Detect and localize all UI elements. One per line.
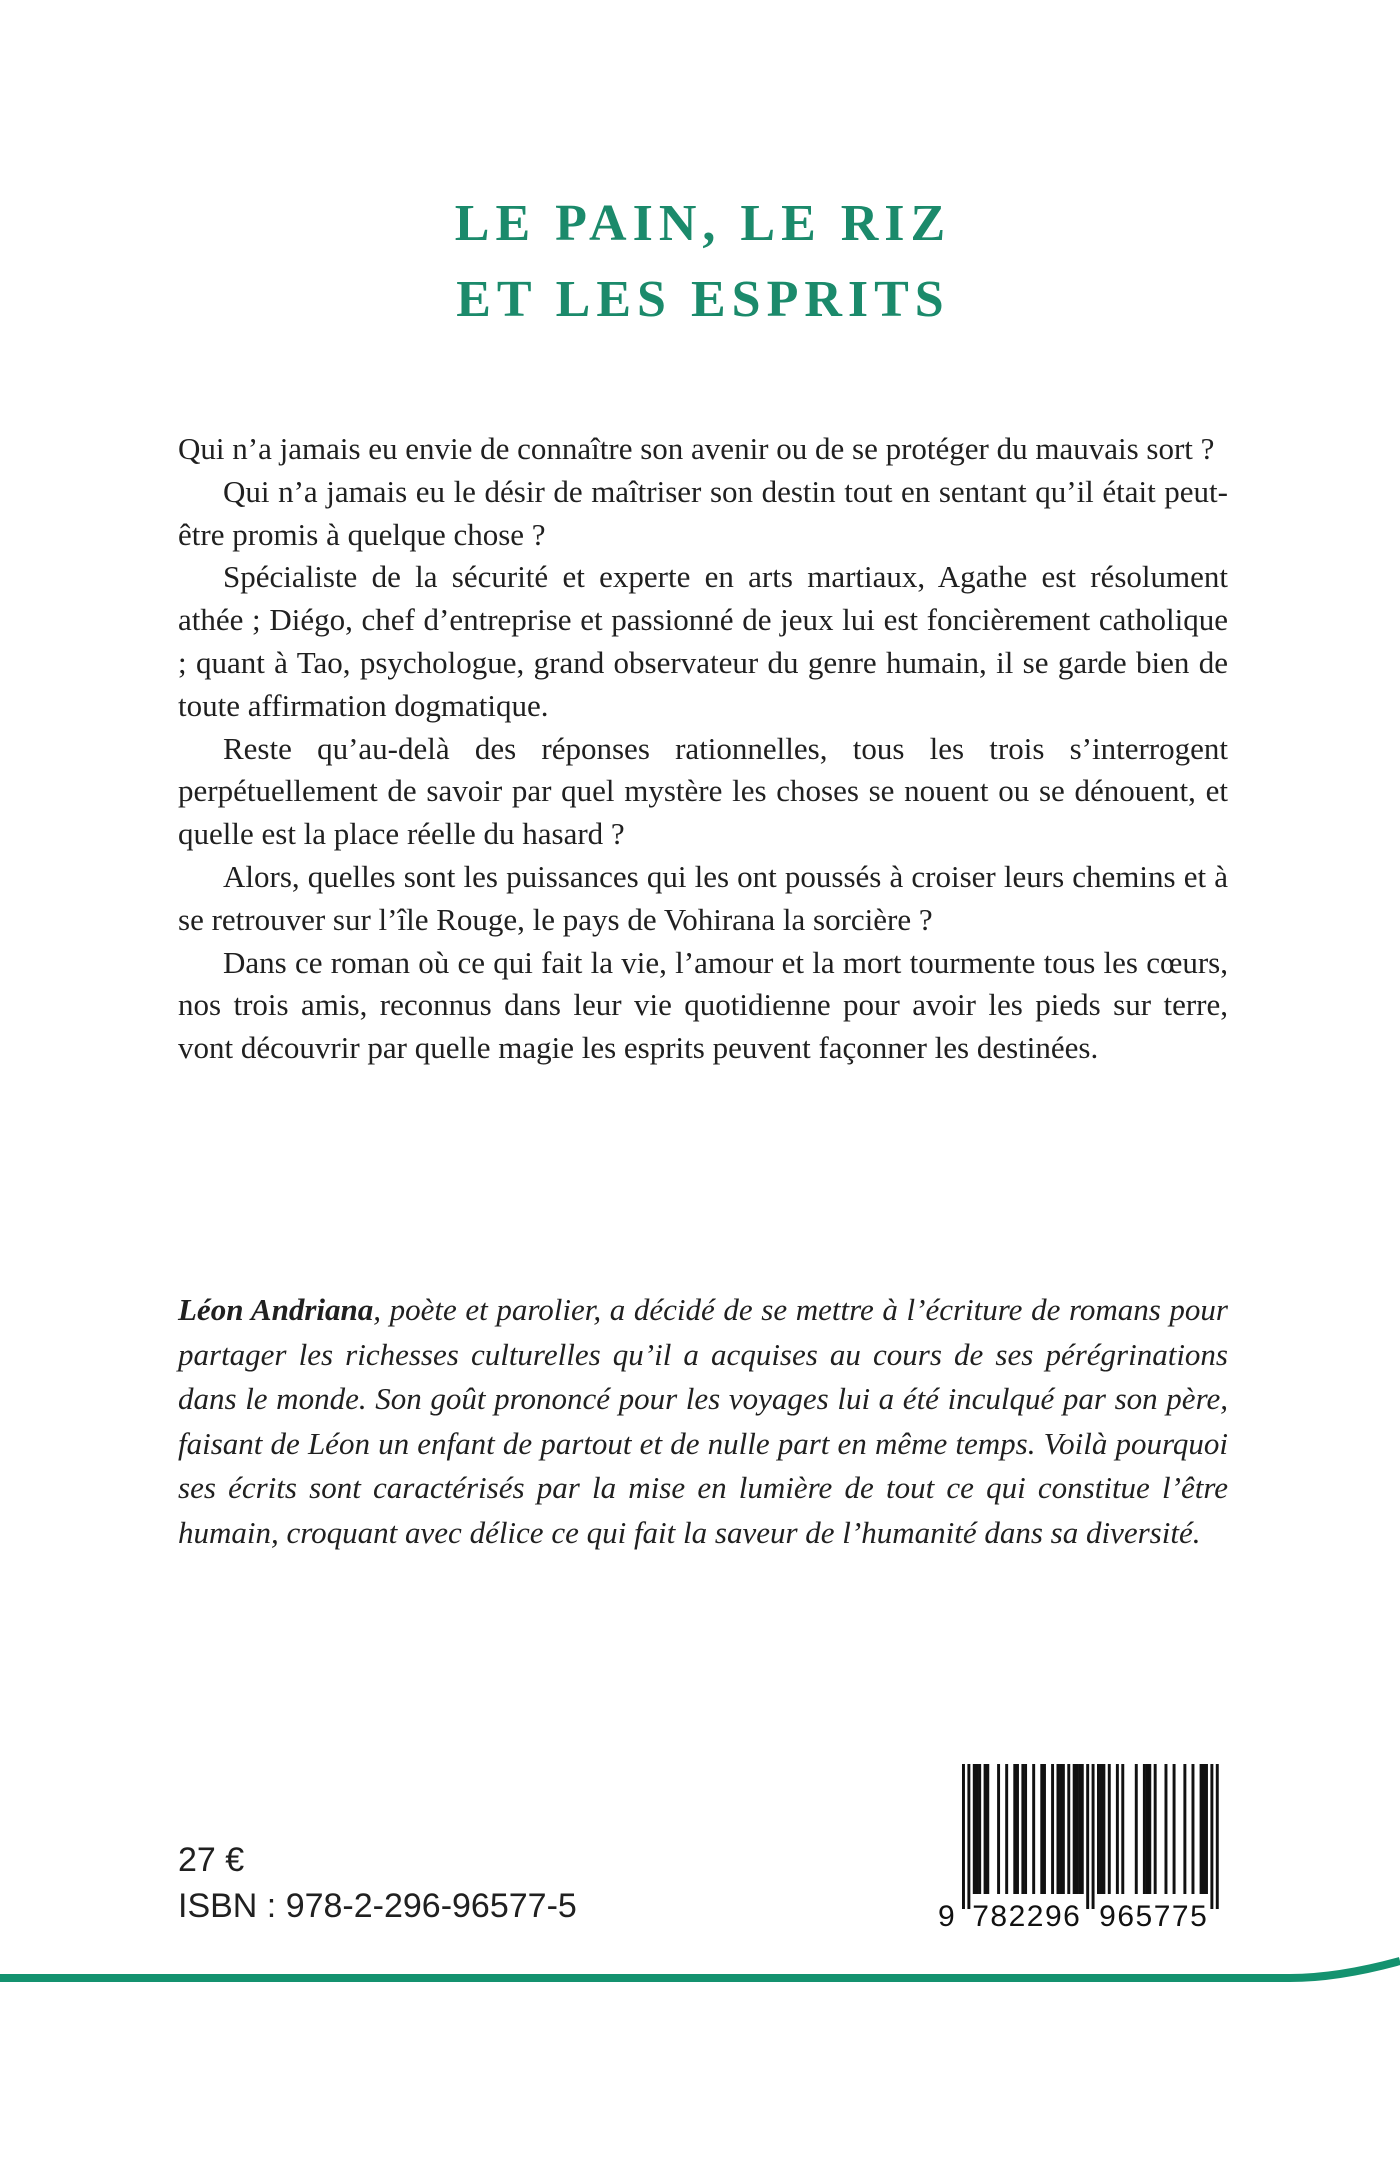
- barcode-bar: [1108, 1764, 1111, 1894]
- synopsis-paragraph-4: Reste qu’au-delà des réponses rationnelles, tous les trois s’interrogent perpétuellement de savoir par quel mystère les choses se nouent ou se dénouent, et quelle est la place réelle du hasard ?: [178, 730, 1228, 852]
- barcode-bar: [1143, 1764, 1146, 1894]
- author-bio-text: , poète et parolier, a décidé de se mettre à l’écriture de romans pour partager les richesses culturelles qu’il a acquises au cours de ses pérégrinations dans le monde. Son goût prononcé pour les voyages lui a été inculqué par son père, faisant de Léon un enfant de partout et de nulle part en même temps. Voilà pourquoi ses écrits sont caractérisés par la mise en lumière de tout ce qui constitue l’être humain, croquant avec délice ce qui fait la saveur de l’humanité dans sa diversité.: [178, 1292, 1228, 1550]
- barcode-bar: [1116, 1764, 1119, 1894]
- barcode-digits-group1: 782296: [972, 1900, 1082, 1930]
- barcode-bar: [1121, 1764, 1124, 1894]
- swoosh-line: [0, 1961, 1400, 1978]
- book-title-line1: LE PAIN, LE RIZ: [454, 195, 952, 252]
- barcode-bar: [1040, 1764, 1043, 1894]
- synopsis-paragraph-3: Spécialiste de la sécurité et experte en arts martiaux, Agathe est résolument athée ; Diégo, chef d’entreprise et passionné de jeux lui est foncièrement catholique ; quant à Tao, psychologue, grand observateur du genre humain, il se garde bien de toute affirmation dogmatique.: [178, 559, 1228, 723]
- barcode-bar: [1086, 1764, 1089, 1909]
- barcode-bar: [1154, 1764, 1157, 1894]
- barcode-bar: [1057, 1764, 1060, 1894]
- barcode-bar: [1192, 1764, 1195, 1894]
- barcode-bar: [1202, 1764, 1205, 1894]
- barcode-bar: [1092, 1764, 1095, 1909]
- barcode-bar: [1073, 1764, 1076, 1894]
- barcode-bar: [1051, 1764, 1054, 1894]
- barcode-bar: [1016, 1764, 1019, 1894]
- barcode-bar: [1097, 1764, 1100, 1894]
- synopsis-paragraph-1: Qui n’a jamais eu envie de connaître son avenir ou de se protéger du mauvais sort ?: [178, 431, 1215, 466]
- synopsis-paragraph-2: Qui n’a jamais eu le désir de maîtriser son destin tout en sentant qu’il était peut-être promis à quelque chose ?: [178, 473, 1228, 552]
- barcode-bar: [1005, 1764, 1008, 1894]
- barcode-bars: [936, 1764, 1236, 1930]
- synopsis-paragraph-6: Dans ce roman où ce qui fait la vie, l’amour et la mort tourmente tous les cœurs, nos trois amis, reconnus dans leur vie quotidienne pour avoir les pieds sur terre, vont découvrir par quelle magie les esprits peuvent façonner les destinées.: [178, 944, 1228, 1066]
- barcode-bar: [976, 1764, 979, 1894]
- barcode-bar: [1067, 1764, 1070, 1894]
- barcode-bar: [1148, 1764, 1151, 1894]
- barcode-bar: [1032, 1764, 1035, 1894]
- barcode-bar: [1216, 1764, 1219, 1909]
- synopsis: [178, 428, 1228, 1070]
- barcode-bar: [1081, 1764, 1084, 1894]
- barcode-bar: [1078, 1764, 1081, 1894]
- barcode-bar: [1205, 1764, 1208, 1894]
- barcode-bar: [986, 1764, 989, 1894]
- barcode-bar: [1043, 1764, 1046, 1894]
- barcode-bar: [1024, 1764, 1027, 1894]
- barcode-bar: [1102, 1764, 1105, 1894]
- bottom-green-swoosh: [0, 1937, 1400, 2007]
- barcode-bar: [1200, 1764, 1203, 1894]
- barcode-bar: [1021, 1764, 1024, 1894]
- barcode-bar: [973, 1764, 976, 1894]
- barcode-bar: [1062, 1764, 1065, 1894]
- barcode-bar: [1075, 1764, 1078, 1894]
- barcode-digit-left: 9: [938, 1900, 957, 1930]
- barcode-bar: [1100, 1764, 1103, 1894]
- barcode-bar: [1210, 1764, 1213, 1909]
- book-title-line2: ET LES ESPRITS: [456, 271, 950, 328]
- book-title: [178, 186, 1228, 338]
- barcode-digits-group2: 965775: [1099, 1900, 1209, 1930]
- price: 27 €: [178, 1841, 245, 1879]
- synopsis-paragraph-5: Alors, quelles sont les puissances qui les ont poussés à croiser leurs chemins et à se retrouver sur l’île Rouge, le pays de Vohirana la sorcière ?: [178, 858, 1228, 937]
- barcode-bar: [1135, 1764, 1138, 1894]
- ean13-barcode: [936, 1764, 1236, 1930]
- barcode-bar: [978, 1764, 981, 1894]
- author-name: Léon Andriana: [178, 1292, 374, 1327]
- barcode-bar: [984, 1764, 987, 1894]
- barcode-bar: [1059, 1764, 1062, 1894]
- barcode-bar: [1146, 1764, 1149, 1894]
- barcode-bar: [1013, 1764, 1016, 1894]
- isbn: ISBN : 978-2-296-96577-5: [178, 1887, 577, 1925]
- barcode-bar: [1173, 1764, 1176, 1894]
- author-bio: [178, 1288, 1228, 1555]
- barcode-bar: [962, 1764, 965, 1909]
- barcode-bar: [997, 1764, 1000, 1894]
- author-bio-paragraph: [178, 1288, 1228, 1555]
- barcode-bar: [1183, 1764, 1186, 1894]
- barcode-bar: [967, 1764, 970, 1909]
- barcode-bar: [1165, 1764, 1168, 1894]
